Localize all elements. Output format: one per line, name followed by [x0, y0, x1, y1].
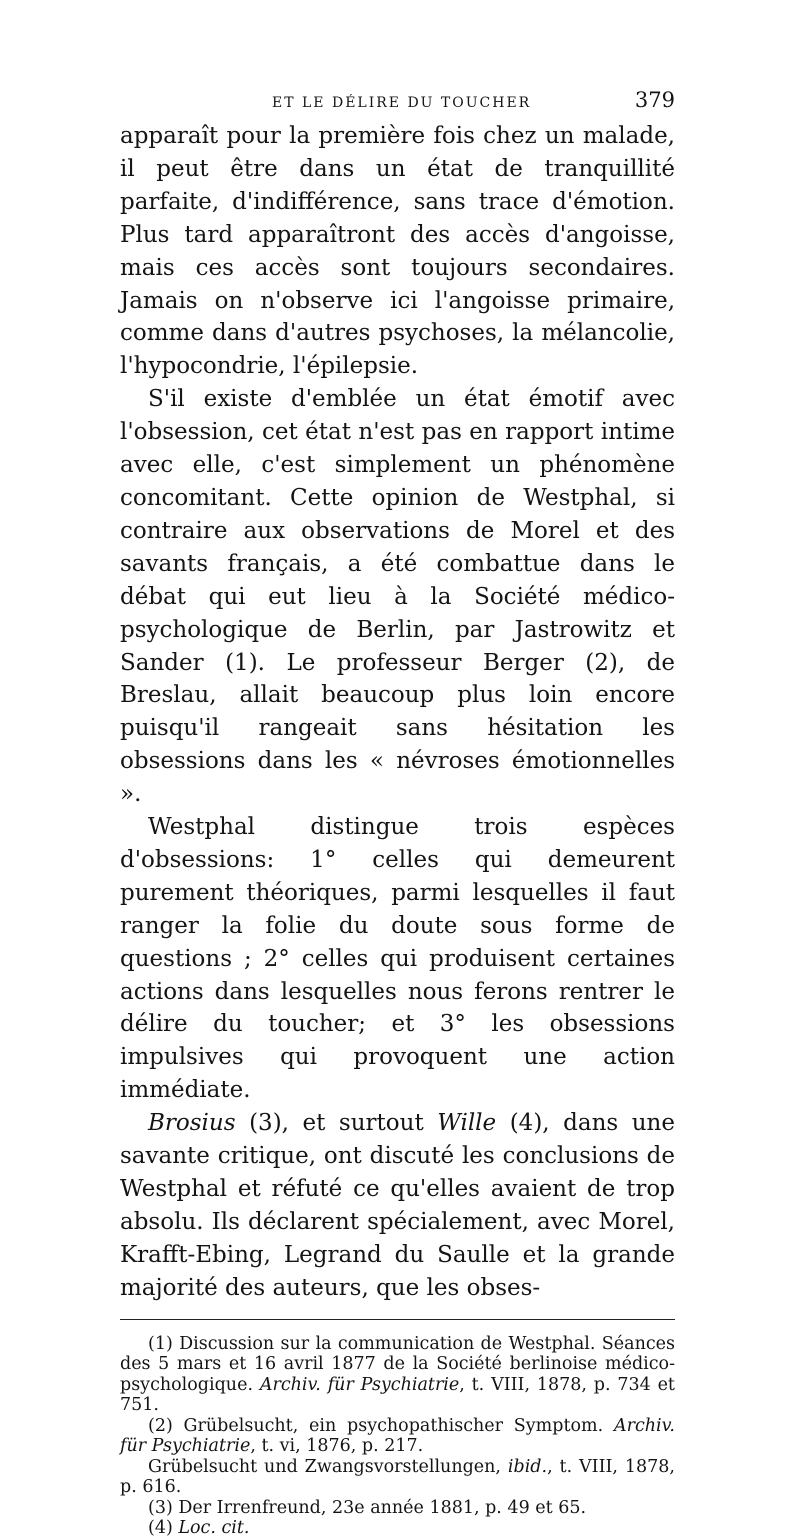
footnote-1-journal: Archiv. für Psychiatrie	[259, 1374, 460, 1395]
footnote-2-journal: Archiv. für Psychiatrie	[120, 1415, 675, 1457]
footnote-4	[120, 1518, 675, 1539]
running-title: ET LE DÉLIRE DU TOUCHER	[272, 95, 532, 111]
paragraph-4-part-d: (4), dans une savante critique, ont discuté les conclusions de Westphal et réfuté ce qu'elles avaient de trop absolu. Ils déclarent spécialement, avec Morel, Krafft-Ebing, Legrand du Saulle et la grande majorité des auteurs, que les obses-	[120, 1110, 675, 1301]
footnote-4-text: Loc. cit.	[178, 1518, 250, 1539]
paragraph-1: apparaît pour la première fois chez un malade, il peut être dans un état de tranquillité parfaite, d'indifférence, sans trace d'émotion. Plus tard apparaîtront des accès d'angoisse, mais ces accès sont toujours secondaires. Jamais on n'observe ici l'angoisse primaire, comme dans d'autres psychoses, la mélancolie, l'hypocondrie, l'épilepsie.	[120, 123, 675, 380]
footnote-2	[120, 1416, 675, 1457]
footnote-4-number: (4)	[148, 1518, 179, 1539]
paragraph-4	[120, 1107, 675, 1304]
author-wille: Wille	[437, 1110, 497, 1137]
footnote-divider	[120, 1319, 675, 1320]
paragraph-3: Westphal distingue trois espèces d'obsessions: 1° celles qui demeurent purement théoriques, parmi lesquelles il faut ranger la folie du doute sous forme de questions ; 2° celles qui produisent certaines actions dans lesquelles nous ferons rentrer le délire du toucher; et 3° les obsessions impulsives qui provoquent une action immédiate.	[120, 814, 675, 1104]
footnote-1-ref: , t. VIII, 1878, p. 734 et 751.	[120, 1374, 675, 1416]
footnote-1	[120, 1334, 675, 1416]
body-text	[120, 120, 675, 1305]
footnote-3: (3) Der Irrenfreund, 23e année 1881, p. 49 et 65.	[148, 1497, 587, 1518]
footnote-2b-ibid: ibid.	[507, 1456, 548, 1477]
footnote-2-ref: , t. vi, 1876, p. 217.	[250, 1436, 424, 1457]
footnote-2b-ref: , t. VIII, 1878, p. 616.	[120, 1456, 675, 1498]
page-header	[120, 88, 675, 118]
paragraph-2: S'il existe d'emblée un état émotif avec l'obsession, cet état n'est pas en rapport intime avec elle, c'est simplement un phénomène concomitant. Cette opinion de Westphal, si contraire aux observations de Morel et des savants français, a été combattue dans le débat qui eut lieu à la Société médico-psychologique de Berlin, par Jastrowitz et Sander (1). Le professeur Berger (2), de Breslau, allait beaucoup plus loin encore puisqu'il rangeait sans hésitation les obsessions dans les « névroses émotionnelles ».	[120, 386, 675, 808]
footnote-2-text: (2) Grübelsucht, ein psychopathischer Symptom.	[148, 1415, 614, 1436]
footnotes	[120, 1334, 675, 1539]
footnote-1-text: (1) Discussion sur la communication de Westphal. Séances des 5 mars et 16 avril 1877 de la Société berlinoise médico-psychologique.	[120, 1333, 675, 1395]
author-brosius: Brosius	[148, 1110, 236, 1137]
book-page	[120, 88, 675, 1539]
footnote-2-continued	[120, 1457, 675, 1498]
footnote-2b-text: Grübelsucht und Zwangsvorstellungen,	[148, 1456, 508, 1477]
paragraph-4-part-b: (3), et surtout	[235, 1110, 438, 1137]
page-number: 379	[634, 88, 675, 112]
